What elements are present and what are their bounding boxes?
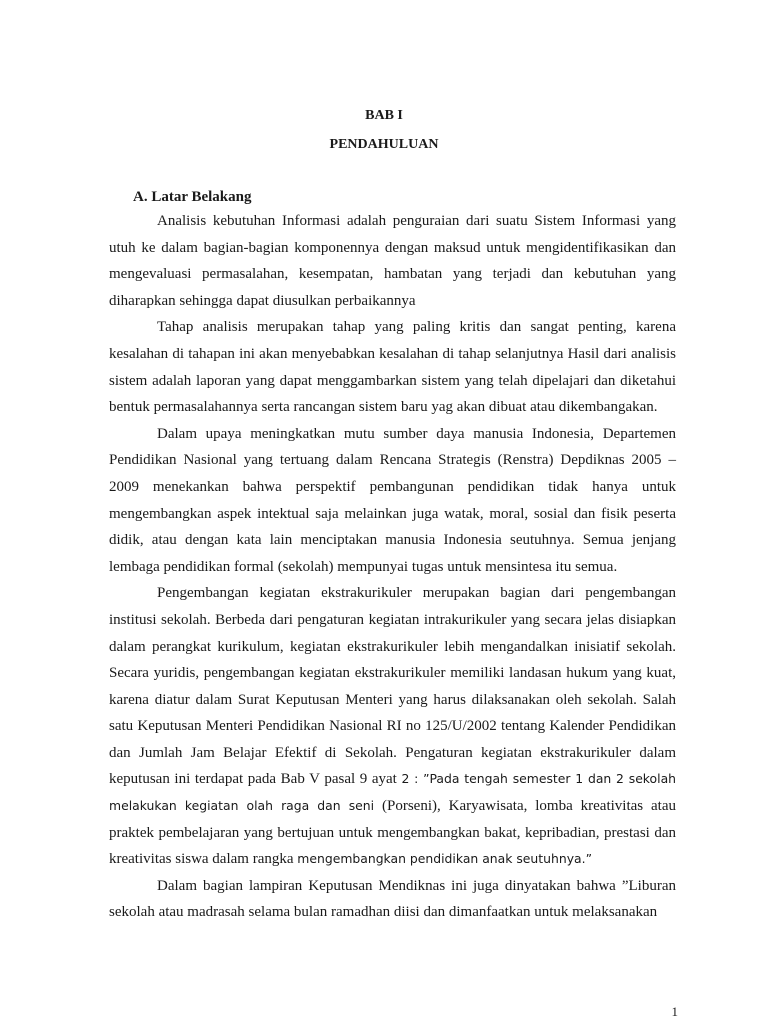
paragraph-4 xyxy=(109,580,676,873)
paragraph-5: Dalam bagian lampiran Keputusan Mendiknas ini juga dinyatakan bahwa ”Liburan sekolah atau madrasah selama bulan ramadhan diisi dan dimanfaatkan untuk melaksanakan xyxy=(109,877,676,921)
section-heading: A. Latar Belakang xyxy=(133,189,252,205)
chapter-number: BAB I xyxy=(365,108,403,123)
document-body xyxy=(109,208,676,926)
paragraph-4-main-text: Pengembangan kegiatan ekstrakurikuler merupakan bagian dari pengembangan institusi sekolah. Berbeda dari pengaturan kegiatan intrakurikuler yang secara jelas disiapkan dalam perangkat kurikulum, kegiatan ekstrakurikuler lebih mengandalkan inisiatif sekolah. Secara yuridis, pengembangan kegiatan ekstrakurikuler memiliki landasan hukum yang kuat, karena diatur dalam Surat Keputusan Menteri yang harus dilaksanakan oleh sekolah. Salah satu Keputusan Menteri Pendidikan Nasional RI no 125/U/2002 tentang Kalender Pendidikan dan Jumlah Jam Belajar Efektif di Sekolah. Pengaturan kegiatan ekstrakurikuler dalam keputusan ini terdapat pada Bab V pasal 9 ayat xyxy=(109,585,676,788)
paragraph-3: Dalam upaya meningkatkan mutu sumber daya manusia Indonesia, Departemen Pendidikan Nasional yang tertuang dalam Rencana Strategis (Renstra) Depdiknas 2005 – 2009 menekankan bahwa perspektif pembangunan pendidikan tidak hanya untuk mengembangkan aspek intektual saja melainkan juga watak, moral, sosial dan fisik peserta didik, atau dengan kata lain menciptakan manusia Indonesia seutuhnya. Semua jenjang lembaga pendidikan formal (sekolah) mempunyai tugas untuk mensintesa itu semua. xyxy=(109,425,676,575)
paragraph-4-quote-end: mengembangkan pendidikan anak seutuhnya.” xyxy=(297,851,592,867)
chapter-title: PENDAHULUAN xyxy=(329,137,439,152)
page-number: 1 xyxy=(671,1004,678,1019)
paragraph-4-quote-start: 2 : ”Pada tengah semester 1 dan 2 sekolah melakukan kegiatan olah raga dan seni xyxy=(109,771,677,814)
paragraph-1: Analisis kebutuhan Informasi adalah penguraian dari suatu Sistem Informasi yang utuh ke dalam bagian-bagian komponennya dengan maksud untuk mengidentifikasikan dan mengevaluasi permasalahan, kesempatan, hambatan yang terjadi dan kebutuhan yang diharapkan sehingga dapat diusulkan perbaikannya xyxy=(109,213,676,309)
paragraph-4-middle-text: (Porseni), Karyawisata, lomba kreativitas atau praktek pembelajaran yang bertujuan untuk mengembangkan bakat, kepribadian, prestasi dan kreativitas siswa dalam rangka xyxy=(109,798,677,868)
paragraph-2: Tahap analisis merupakan tahap yang paling kritis dan sangat penting, karena kesalahan di tahapan ini akan menyebabkan kesalahan di tahap selanjutnya Hasil dari analisis sistem adalah laporan yang dapat menggambarkan sistem yang telah dipelajari dan diketahui bentuk permasalahannya serta rancangan sistem baru yag akan dibuat atau dikembangakan. xyxy=(109,319,676,416)
